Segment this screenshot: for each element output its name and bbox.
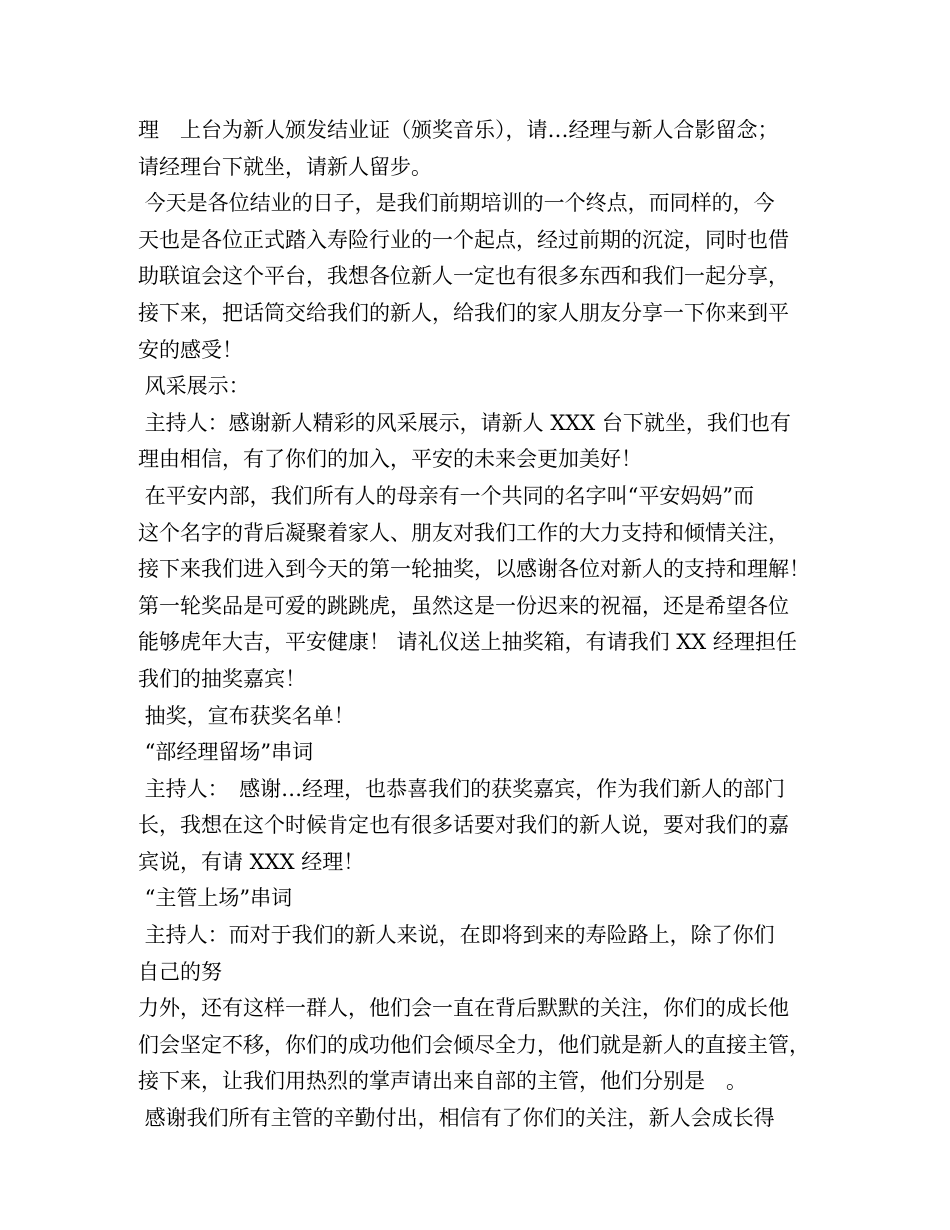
text-line: 主持人：而对于我们的新人来说，在即将到来的寿险路上，除了你们 [138,923,775,948]
text-line: 宾说，有请 XXX 经理！ [138,849,365,874]
text-line: 请经理台下就坐，请新人留步。 [138,154,432,179]
text-line: 力外，还有这样一群人，他们会一直在背后默默的关注，你们的成长他 [138,996,789,1021]
section-heading: “主管上场”串词 [138,886,293,911]
document-body [138,112,828,1137]
text-line: 安的感受！ [138,337,243,362]
section-heading: 风采展示： [138,374,250,399]
text-line: 第一轮奖品是可爱的跳跳虎，虽然这是一份迟来的祝福，还是希望各位 [138,593,789,618]
text-line: 接下来，让我们用热烈的掌声请出来自部的主管，他们分别是 。 [138,1069,747,1094]
text-line: 主持人：感谢新人精彩的风采展示，请新人 XXX 台下就坐，我们也有 [138,410,791,435]
text-line: 接下来，把话筒交给我们的新人，给我们的家人朋友分享一下你来到平 [138,300,789,325]
section-heading: “部经理留场”串词 [138,740,314,765]
text-line: 在平安内部，我们所有人的母亲有一个共同的名字叫“平安妈妈”而 [138,483,755,508]
text-line: 天也是各位正式踏入寿险行业的一个起点，经过前期的沉淀，同时也借 [138,227,789,252]
text-line: 自己的努 [138,959,222,984]
text-line: 主持人： 感谢…经理，也恭喜我们的获奖嘉宾，作为我们新人的部门 [138,776,786,801]
text-line: 助联谊会这个平台，我想各位新人一定也有很多东西和我们一起分享， [138,264,789,289]
text-line: 长，我想在这个时候肯定也有很多话要对我们的新人说，要对我们的嘉 [138,813,789,838]
text-line: 这个名字的背后凝聚着家人、朋友对我们工作的大力支持和倾情关注， [138,520,789,545]
text-line: 今天是各位结业的日子，是我们前期培训的一个终点，而同样的，今 [138,191,775,216]
text-line: 感谢我们所有主管的辛勤付出，相信有了你们的关注，新人会成长得 [138,1106,775,1131]
text-line: 抽奖，宣布获奖名单！ [138,703,355,728]
text-line: 接下来我们进入到今天的第一轮抽奖，以感谢各位对新人的支持和理解！ [138,557,810,582]
text-line: 我们的抽奖嘉宾！ [138,666,306,691]
text-line: 理由相信，有了你们的加入，平安的未来会更加美好！ [138,447,642,472]
text-line: 理 上台为新人颁发结业证（颁奖音乐），请…经理与新人合影留念； [138,118,779,142]
text-line: 能够虎年大吉，平安健康！ 请礼仪送上抽奖箱，有请我们 XX 经理担任 [138,630,797,655]
text-line: 们会坚定不移，你们的成功他们会倾尽全力，他们就是新人的直接主管， [138,1032,810,1057]
